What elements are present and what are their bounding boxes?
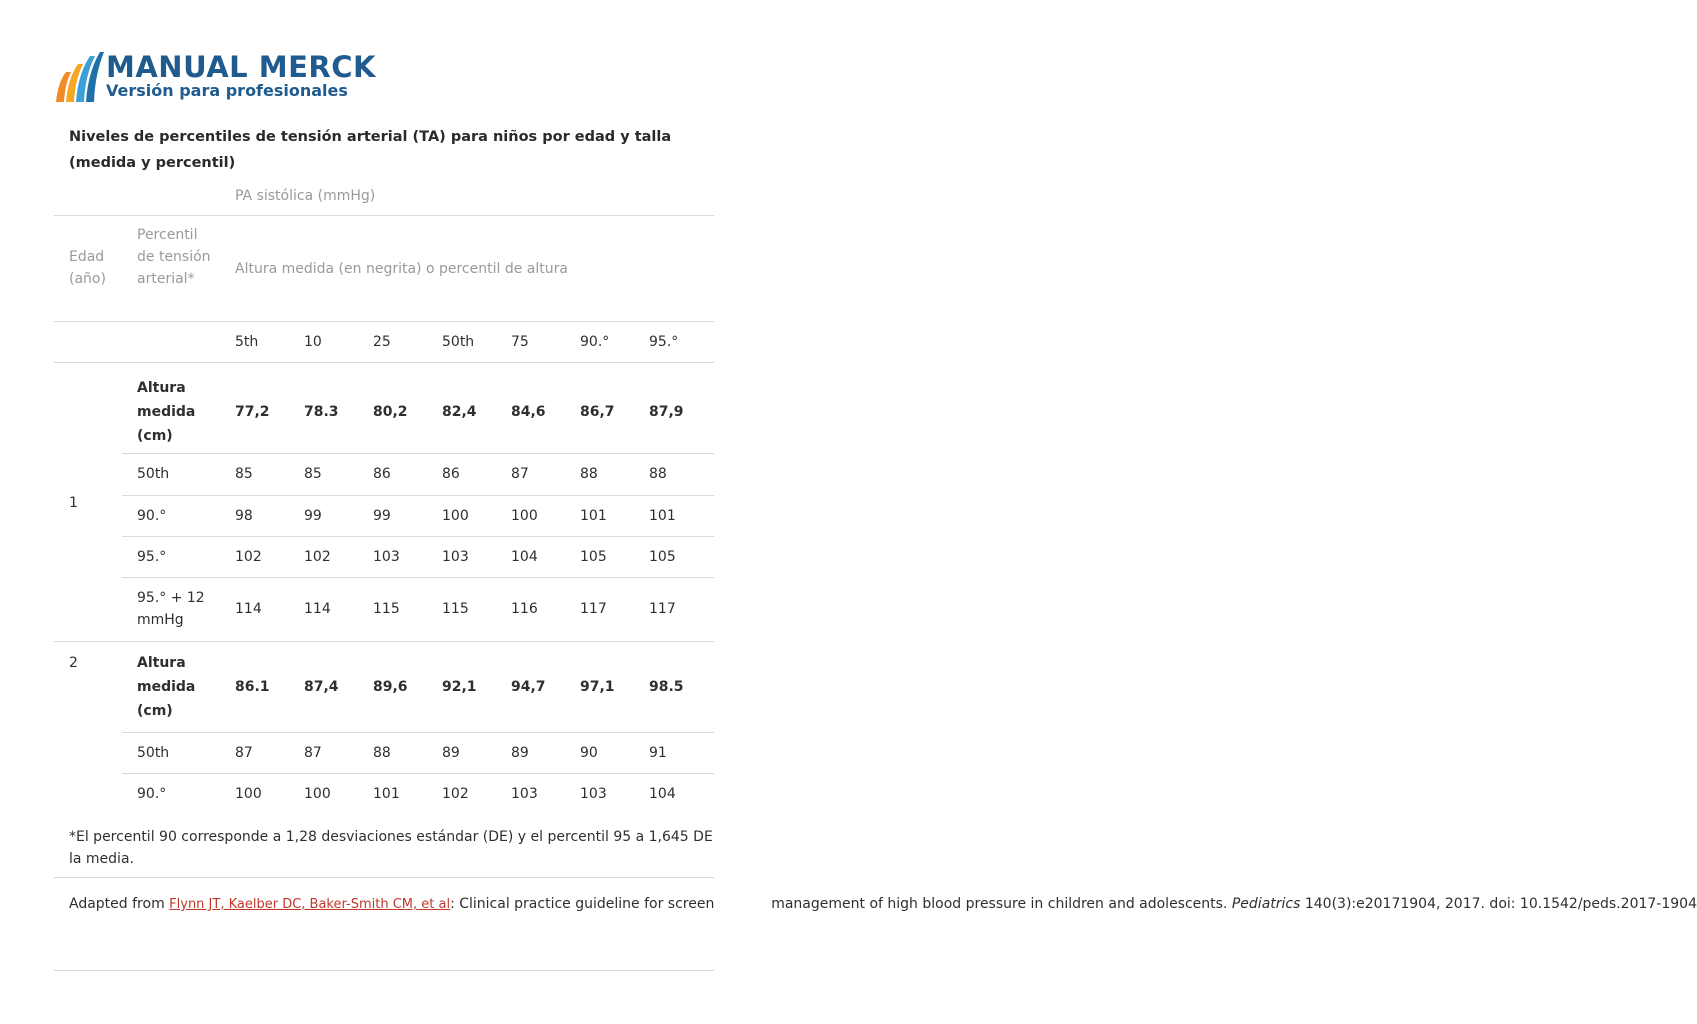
bp-value-cell: 88 [649,466,667,482]
footnote-line-2: la media. [69,851,134,867]
bp-value-cell: 84,6 [511,404,546,420]
bp-value-cell: 87 [511,466,529,482]
bp-value-cell: 77,2 [235,404,270,420]
divider [54,321,714,322]
bp-value-cell: 105 [649,548,676,565]
row-divider [122,495,714,496]
bp-value-cell: 101 [649,507,676,524]
age-cell: 2 [69,655,78,671]
bp-value-cell: 86,7 [580,404,615,420]
percentile-label-cell: 95.° [137,548,167,565]
bp-value-cell: 104 [649,785,676,802]
bp-value-cell: 87,4 [304,678,339,695]
source-doi: 140(3):e20171904, 2017. doi: 10.1542/peds.2017-1904 [1300,896,1697,912]
row-divider [122,577,714,578]
column-header-percentile: Percentil de tensión arterial* [137,227,211,287]
row-divider [54,641,714,642]
height-percentile-header: 75 [511,334,529,350]
height-percentile-header: 25 [373,334,391,350]
bp-value-cell: 85 [304,466,322,482]
bp-value-cell: 86 [373,466,391,482]
height-percentile-header: 95.° [649,334,679,350]
bp-value-cell: 103 [442,548,469,565]
source-text: : Clinical practice guideline for screening and management of high blood pressure in children and adolescents. [450,896,1232,912]
bp-value-cell: 115 [373,601,400,617]
divider [54,215,714,216]
merck-stripes-icon [54,48,104,104]
bp-value-cell: 99 [304,507,322,524]
bp-value-cell: 102 [304,548,331,565]
height-percentile-header: 5th [235,334,259,350]
logo-title: MANUAL MERCK [106,50,377,84]
footnote [69,826,735,870]
systolic-group-header: PA sistólica (mmHg) [235,188,376,204]
height-percentile-header: 50th [442,334,475,350]
bp-value-cell: 100 [442,507,469,524]
percentile-label-cell: Altura medida (cm) [137,654,196,719]
percentile-label-cell: 50th [137,744,170,761]
percentile-label-cell: 90.° [137,785,167,802]
bp-value-cell: 82,4 [442,404,477,420]
divider [54,877,714,878]
bp-value-cell: 88 [580,466,598,482]
bp-value-cell: 94,7 [511,678,546,695]
bp-value-cell: 102 [235,548,262,565]
manual-merck-logo[interactable] [54,48,377,108]
divider [54,362,714,363]
percentile-label-cell: 95.° + 12 mmHg [137,590,205,628]
row-divider [122,773,714,774]
bp-value-cell: 92,1 [442,678,477,695]
height-percentile-header: 90.° [580,334,610,350]
bp-value-cell: 114 [304,601,331,617]
bp-value-cell: 103 [511,785,538,802]
source-citation [69,893,1697,916]
height-percentile-header: 10 [304,334,322,350]
bp-value-cell: 86.1 [235,678,270,695]
divider [54,970,714,971]
bp-value-cell: 98 [235,507,253,524]
bp-value-cell: 78.3 [304,404,339,420]
source-author-link[interactable]: Flynn JT, Kaelber DC, Baker-Smith CM, et al [169,897,451,912]
page-title: Niveles de percentiles de tensión arterial (TA) para niños por edad y talla (medida y percentil) [69,129,672,171]
bp-value-cell: 87,9 [649,404,684,420]
bp-value-cell: 87 [235,744,253,761]
bp-value-cell: 116 [511,601,538,617]
bp-value-cell: 89 [442,744,460,761]
footnote-line-1: *El percentil 90 corresponde a 1,28 desviaciones estándar (DE) y el percentil 95 a 1,645 DE po [69,829,735,845]
bp-value-cell: 100 [511,507,538,524]
bp-value-cell: 90 [580,744,598,761]
bp-value-cell: 100 [235,785,262,802]
source-journal: Pediatrics [1231,896,1301,912]
column-header-age: Edad (año) [69,249,106,287]
row-divider [122,453,714,454]
bp-value-cell: 103 [373,548,400,565]
logo-subtitle: Versión para profesionales [106,81,348,100]
percentile-label-cell: 90.° [137,507,167,524]
percentile-label-cell: 50th [137,466,170,482]
bp-value-cell: 117 [649,601,676,617]
bp-value-cell: 88 [373,744,391,761]
bp-value-cell: 99 [373,507,391,524]
bp-value-cell: 114 [235,601,262,617]
bp-value-cell: 101 [373,785,400,802]
bp-value-cell: 91 [649,744,667,761]
bp-value-cell: 89 [511,744,529,761]
bp-value-cell: 100 [304,785,331,802]
height-header: Altura medida (en negrita) o percentil de altura [235,261,568,277]
row-divider [122,732,714,733]
bp-value-cell: 87 [304,744,322,761]
age-cell: 1 [69,495,78,511]
bp-value-cell: 104 [511,548,538,565]
bp-value-cell: 117 [580,601,607,617]
bp-value-cell: 103 [580,785,607,802]
row-divider [122,536,714,537]
bp-value-cell: 101 [580,507,607,524]
bp-value-cell: 102 [442,785,469,802]
bp-value-cell: 97,1 [580,678,615,695]
bp-value-cell: 86 [442,466,460,482]
bp-value-cell: 80,2 [373,404,408,420]
source-prefix: Adapted from [69,896,170,912]
bp-value-cell: 89,6 [373,678,408,695]
bp-value-cell: 85 [235,466,253,482]
bp-value-cell: 115 [442,601,469,617]
bp-value-cell: 98.5 [649,678,684,695]
bp-value-cell: 105 [580,548,607,565]
percentile-label-cell: Altura medida (cm) [137,380,196,444]
